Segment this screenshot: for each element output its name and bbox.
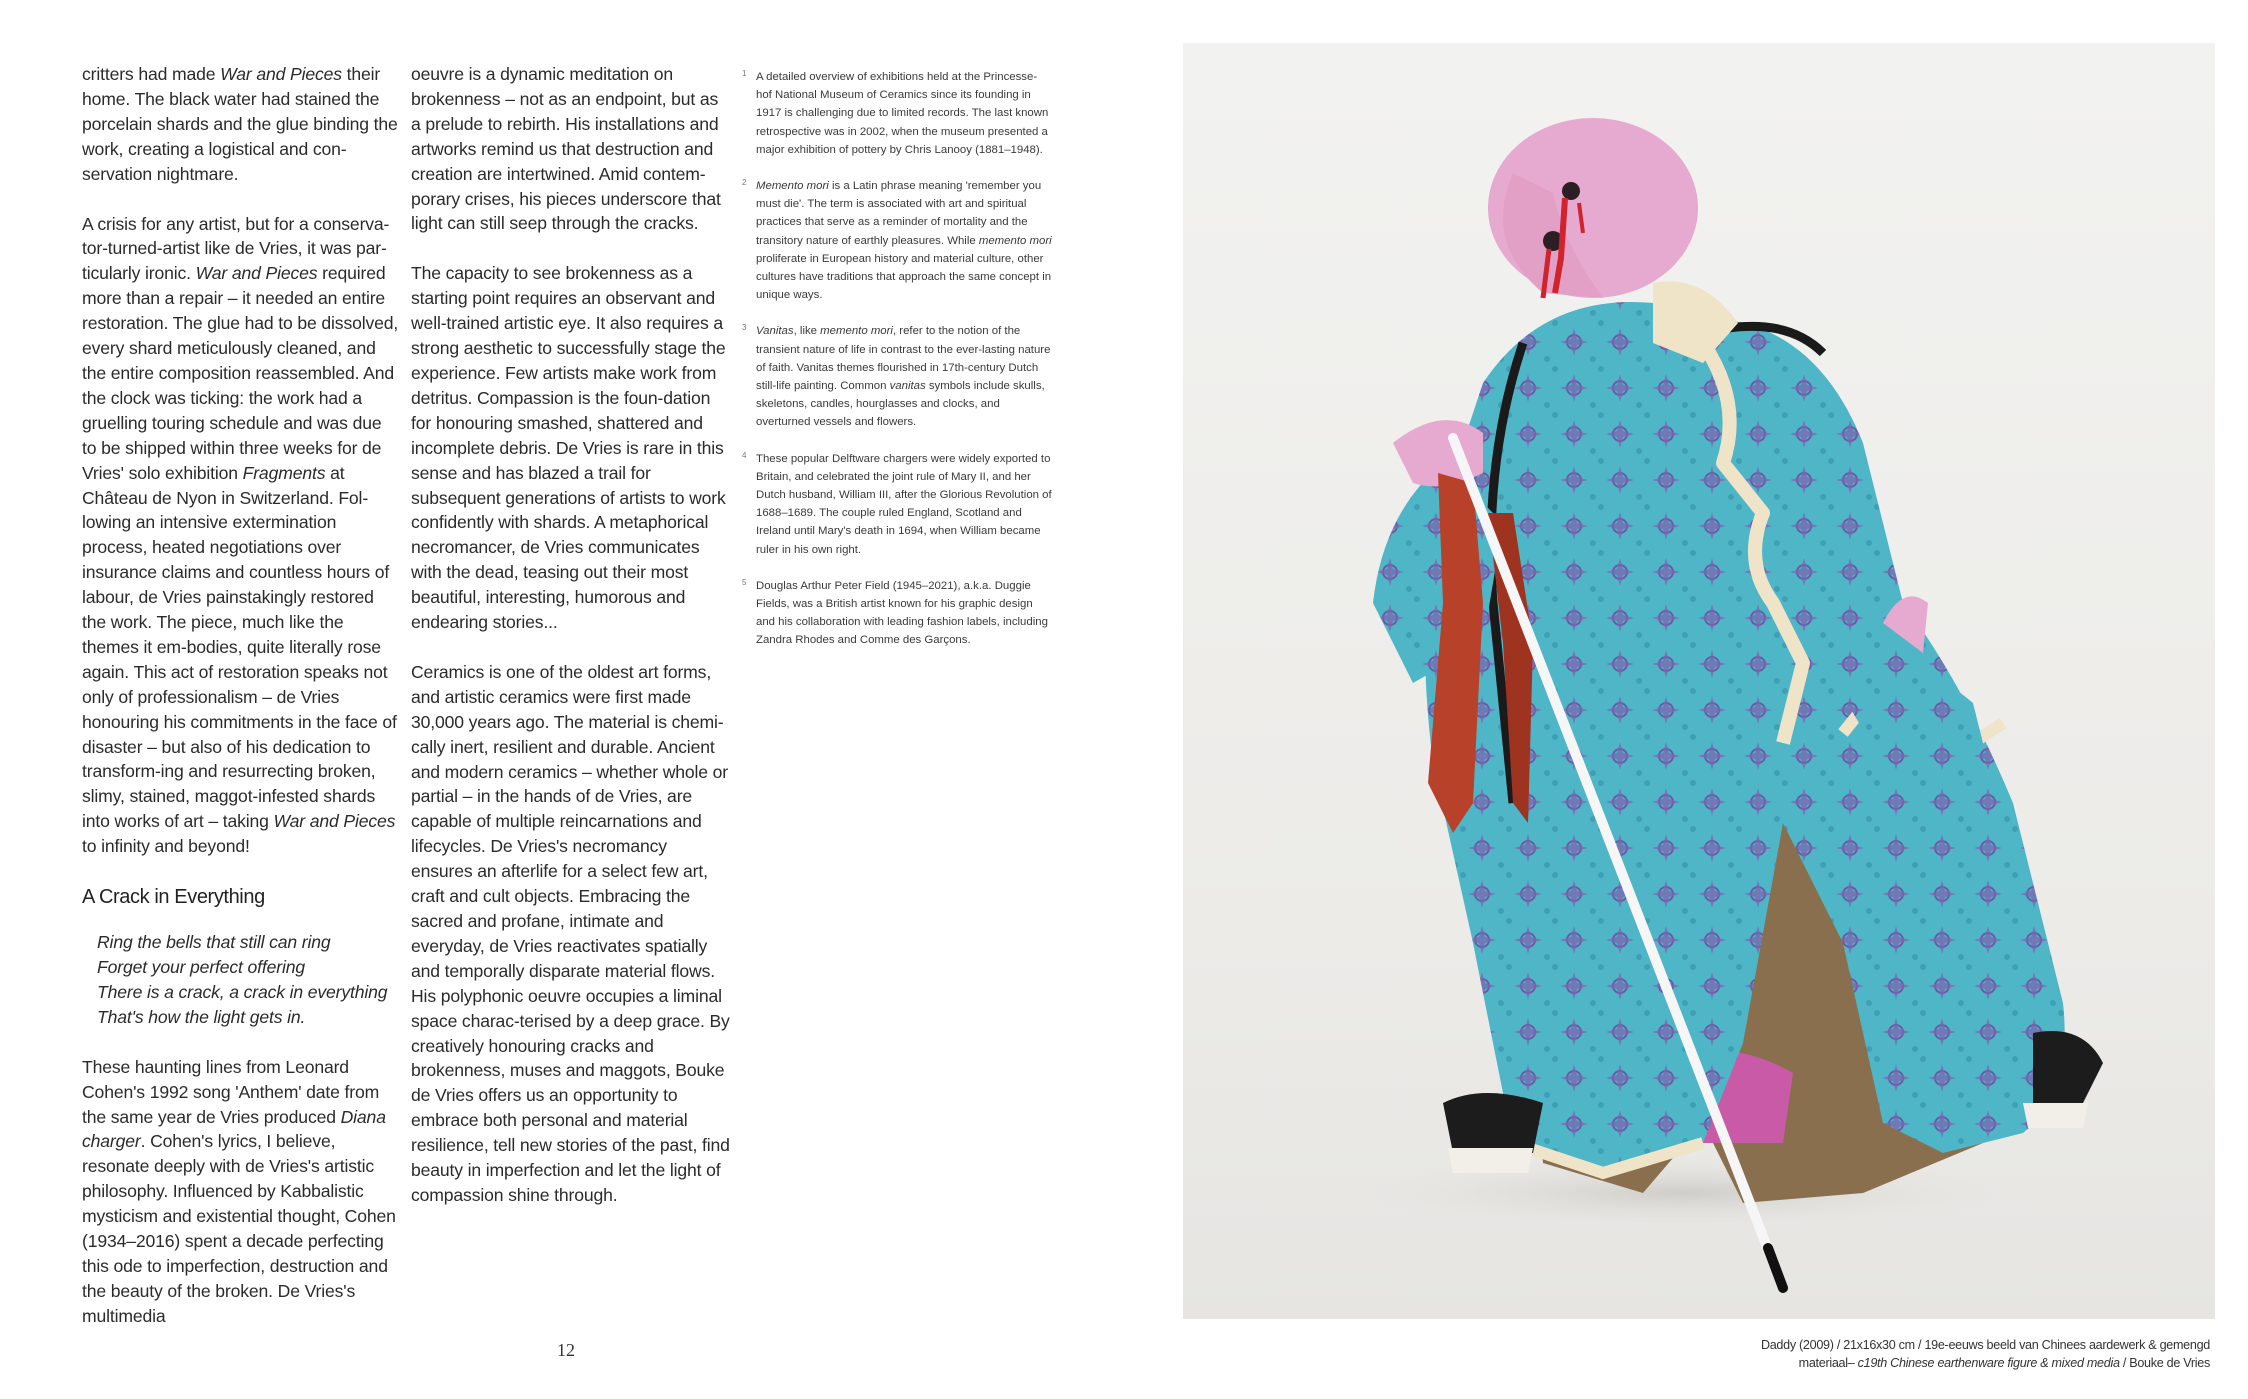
- photo-caption: [1510, 1336, 2210, 1372]
- footnote: [742, 577, 1052, 650]
- footnote-text: A detailed overview of exhibitions held at the Princesse-hof National Museum of Ceramics since its founding in 1917 is challenging due to limited records. The last known retrospective was in 2002, when the museum presented a major exhibition of pottery by Chris Lanooy (1881–1948).: [756, 71, 1049, 156]
- italic-text: Vanitas: [756, 325, 794, 338]
- footnote-number: 1: [742, 69, 747, 78]
- italic-text: Diana charger: [82, 1106, 386, 1152]
- footnote-text: These popular Delftware chargers were widely exported to Britain, and celebrated the joint rule of Mary II, and her Dutch husband, William III, after the Glorious Revolution of 1688–1689. The couple ruled England, Scotland and Ireland until Mary's death in 1694, when William became ruler in his own right.: [756, 452, 1052, 556]
- footnote: [742, 450, 1052, 559]
- footnote-text: Vanitas, like memento mori, refer to the notion of the transient nature of life in contrast to the ever-lasting nature of faith. Vanitas themes flourished in 17th-century Dutch still-life painting. Common vanitas symbols include skulls, skeletons, candles, hourglasses and clocks, and overturned vessels and flowers.: [756, 325, 1051, 429]
- paragraph: Ceramics is one of the oldest art forms, and artistic ceramics were first made 30,000 years ago. The material is chemi-cally inert, resilient and durable. Ancient and modern ceramics – whether whole or partial – in the hands of de Vries, are capable of multiple reincarnations and lifecycles. De Vries's necromancy ensures an afterlife for a select few art, craft and cult objects. Embracing the sacred and profane, intimate and everyday, de Vries reactivates spatially and temporally disparate material flows. His polyphonic oeuvre occupies a liminal space charac-terised by a deep grace. By creatively honouring cracks and brokenness, muses and maggots, Bouke de Vries offers us an opportunity to embrace both personal and material resilience, tell new stories of the past, find beauty in imperfection and let the light of compassion shine through.: [411, 661, 730, 1205]
- text-column-2: [411, 62, 731, 1233]
- italic-text: vanitas: [889, 380, 926, 393]
- paragraph: oeuvre is a dynamic meditation on brokenness – not as an endpoint, but as a prelude to rebirth. His installations and artworks remind us that destruction and creation are intertwined. Amid contem-porary crises, his pieces underscore that light can still seep through the cracks.: [411, 64, 721, 234]
- caption-line: [1510, 1354, 2210, 1372]
- caption-text: materiaal–: [1798, 1356, 1858, 1370]
- artwork-photo: [1183, 43, 2215, 1319]
- paragraph: critters had made War and Pieces their home. The black water had stained the porcelain shards and the glue binding the work, creating a logistical and con-servation nightmare.: [82, 64, 398, 184]
- page-number: 12: [557, 1340, 575, 1360]
- quote-line: That's how the light gets in.: [97, 1006, 306, 1027]
- paragraph: A crisis for any artist, but for a conserva-tor-turned-artist like de Vries, it was par-ticularly ironic. War and Pieces required more than a repair – it needed an entire restoration. The glue had to be dissolved, every shard meticulously cleaned, and the entire composition reassembled. And the clock was ticking: the work had a gruelling touring schedule and was due to be shipped within three weeks for de Vries' solo exhibition Fragments at Château de Nyon in Switzerland. Fol-lowing an intensive extermination process, heated negotiations over insurance claims and countless hours of labour, de Vries painstakingly restored the work. The piece, much like the themes it em-bodies, quite literally rose again. This act of restoration speaks not only of professionalism – de Vries honouring his commitments in the face of disaster – but also of his dedication to transform-ing and resurrecting broken, slimy, stained, maggot-infested shards into works of art – taking War and Pieces to infinity and beyond!: [82, 213, 399, 857]
- footnote-number: 5: [742, 577, 747, 587]
- italic-text: Memento mori: [756, 180, 829, 193]
- footnote-number: 4: [742, 450, 747, 460]
- footnote-number: 2: [742, 178, 747, 188]
- italic-text: Fragments: [242, 462, 326, 483]
- italic-text: memento mori: [820, 325, 893, 338]
- italic-text: War and Pieces: [195, 263, 318, 284]
- footnote-text: Douglas Arthur Peter Field (1945–2021), a.k.a. Duggie Fields, was a British artist known for his graphic design and his collaboration with leading fashion labels, including Zandra Rhodes and Comme des Garçons.: [756, 579, 1048, 647]
- italic-text: memento mori: [978, 234, 1052, 247]
- quote-line: There is a crack, a crack in everything: [97, 981, 388, 1002]
- footnote-number: 3: [742, 323, 747, 333]
- italic-text: War and Pieces: [273, 811, 396, 832]
- text-column-1: [82, 62, 400, 1354]
- section-heading: A Crack in Everything: [82, 886, 265, 909]
- caption-line: Daddy (2009) / 21x16x30 cm / 19e-eeuws beeld van Chinees aardewerk & gemengd: [1760, 1338, 2210, 1352]
- paragraph: These haunting lines from Leonard Cohen's 1992 song 'Anthem' date from the same year de Vries produced Diana charger. Cohen's lyrics, I believe, resonate deeply with de Vries's artistic philosophy. Influenced by Kabbalistic mysticism and existential thought, Cohen (1934–2016) spent a decade perfecting this ode to imperfection, destruction and the beauty of the broken. De Vries's multimedia: [82, 1056, 396, 1326]
- caption-text: / Bouke de Vries: [2119, 1356, 2210, 1370]
- italic-text: War and Pieces: [220, 64, 342, 84]
- quote-line: Forget your perfect offering: [97, 957, 306, 977]
- footnote: [742, 177, 1052, 304]
- footnote: [742, 68, 1052, 159]
- lyric-quote: [97, 930, 400, 1030]
- footnotes: [742, 68, 1052, 668]
- quote-line: Ring the bells that still can ring: [97, 932, 331, 953]
- paragraph: The capacity to see brokenness as a starting point requires an observant and well-trained artistic eye. It also requires a strong aesthetic to successfully stage the experience. Few artists make work from detritus. Compassion is the foun-dation for honouring smashed, shattered and incomplete debris. De Vries is rare in this sense and has blazed a trail for subsequent generations of artists to work confidently with shards. A metaphorical necromancer, de Vries communicates with the dead, teasing out their most beautiful, interesting, humorous and endearing stories...: [411, 263, 726, 633]
- caption-italic-text: c19th Chinese earthenware figure & mixed media: [1857, 1356, 2120, 1370]
- footnote-text: Memento mori is a Latin phrase meaning 'remember you must die'. The term is associated with art and spiritual practices that serve as a reminder of mortality and the transitory nature of earthly pleasures. While memento mori proliferate in European history and material culture, other cultures have traditions that approach the same concept in unique ways.: [756, 180, 1052, 302]
- footnote: [742, 322, 1052, 431]
- ceramic-figure-illustration: [1183, 43, 2215, 1319]
